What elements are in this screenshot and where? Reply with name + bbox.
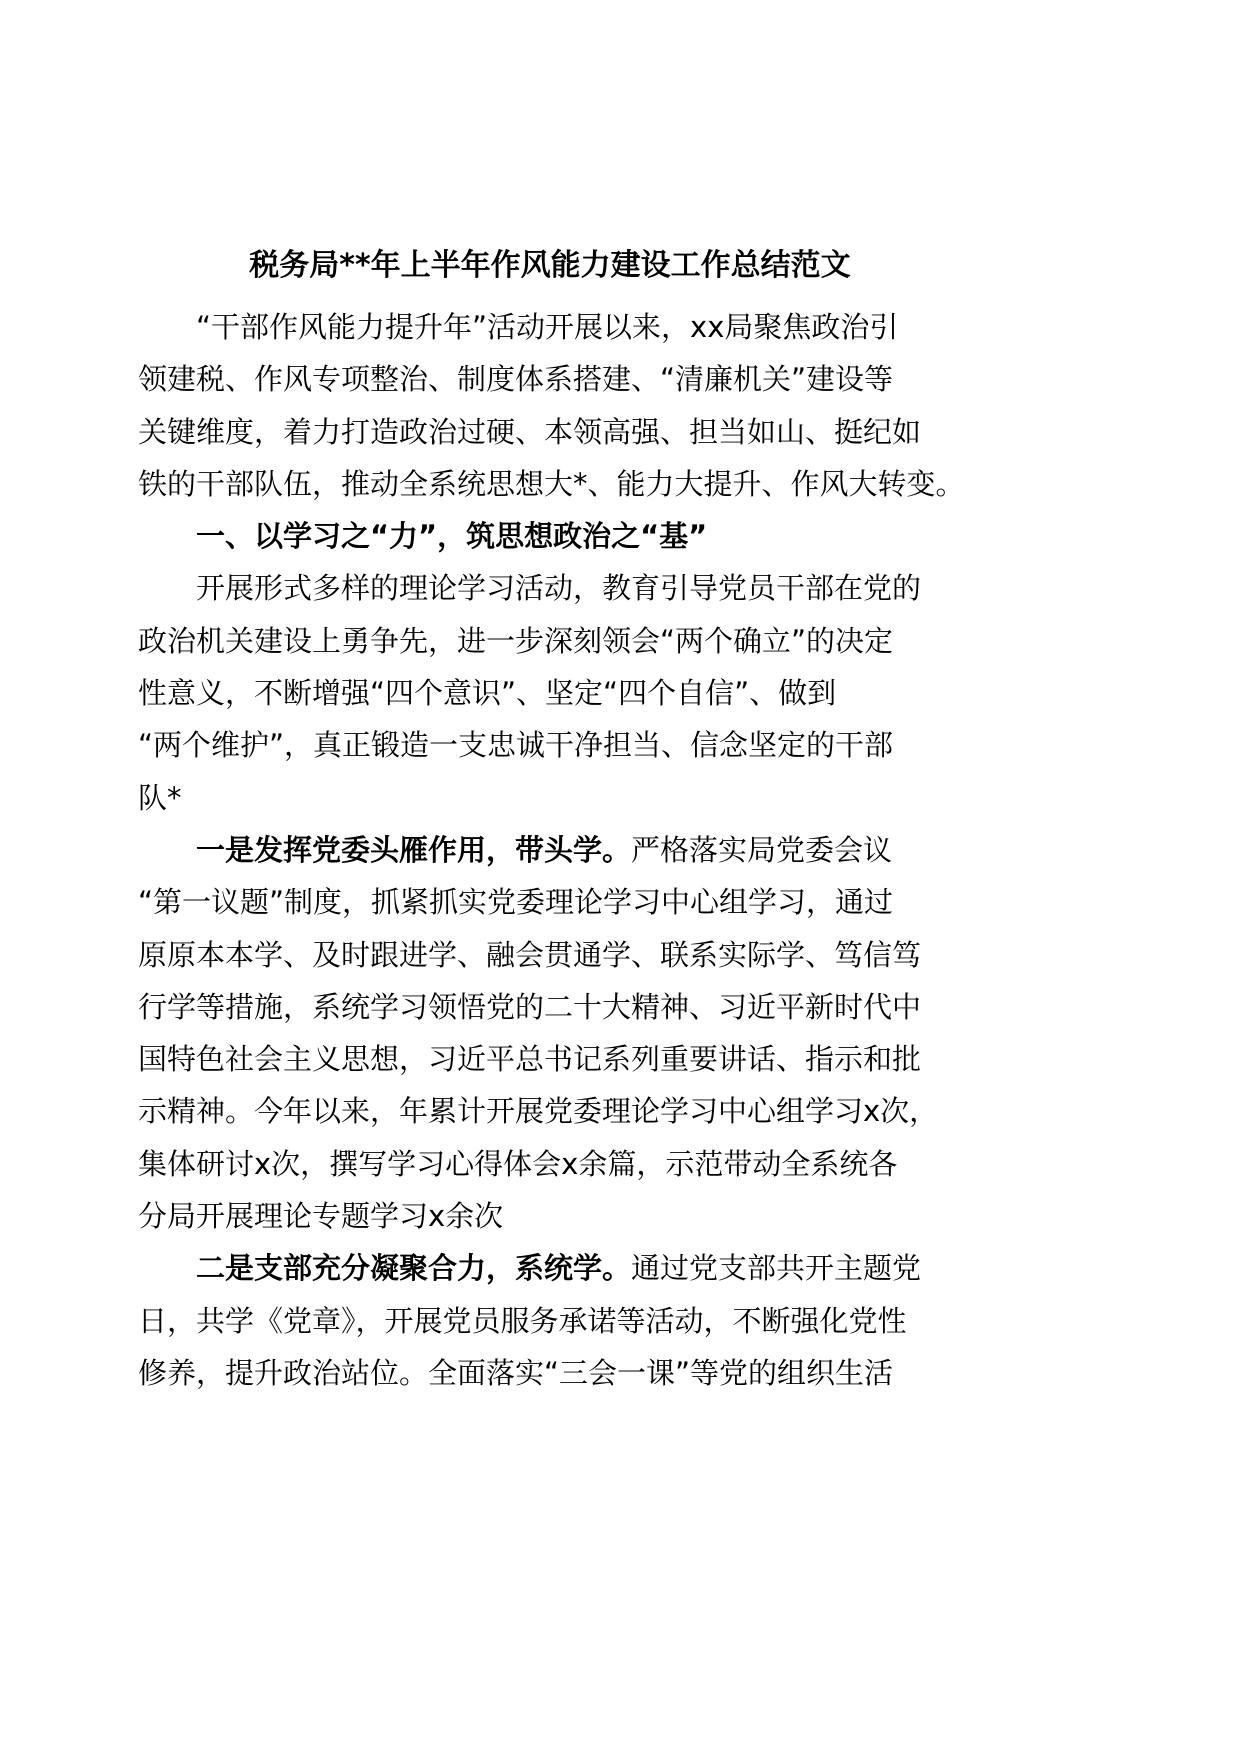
text-line [138, 301, 948, 353]
line-text: “干部作风能力提升年”活动开展以来，xx局聚焦政治引 [196, 310, 899, 344]
line-text: 开展形式多样的理论学习活动，教育引导党员干部在党的 [196, 571, 922, 606]
line-text: 行学等措施，系统学习领悟党的二十大精神、习近平新时代中 [138, 989, 922, 1024]
line-text: 分局开展理论专题学习x余次 [138, 1199, 504, 1234]
line-text: 国特色社会主义思想，习近平总书记系列重要讲话、指示和批 [138, 1042, 922, 1077]
line-text: “第一议题”制度，抓紧抓实党委理论学习中心组学习，通过 [138, 885, 894, 920]
line-text: 集体研讨x次，撰写学习心得体会x余篇，示范带动全系统各 [138, 1146, 898, 1181]
text-line [138, 458, 965, 510]
line-text: 队* [138, 780, 182, 815]
line-text: 通过党支部共开主题党 [631, 1251, 922, 1286]
line-text: “两个维护”，真正锻造一支忠诚干净担当、信念坚定的干部 [138, 728, 894, 763]
text-line [138, 1138, 948, 1190]
text-line [138, 824, 948, 876]
text-line [138, 876, 948, 928]
line-text: 性意义，不断增强“四个意识”、坚定“四个自信”、做到 [138, 676, 837, 711]
text-line [138, 1033, 948, 1085]
document-body [138, 301, 965, 1399]
line-text: 政治机关建设上勇争先，进一步深刻领会“两个确立”的决定 [138, 623, 894, 658]
text-line [138, 562, 948, 614]
line-text: 关键维度，着力打造政治过硬、本领高强、担当如山、挺纪如 [138, 414, 922, 449]
text-line [138, 1242, 948, 1294]
line-text: 严格落实局党委会议 [631, 832, 893, 867]
line-text: 领建税、作风专项整治、制度体系搭建、“清廉机关”建设等 [138, 362, 894, 397]
line-text: 原原本本学、及时跟进学、融会贯通学、联系实际学、笃信笃 [138, 937, 922, 972]
line-text: 修养，提升政治站位。全面落实“三会一课”等党的组织生活 [138, 1355, 894, 1390]
text-line [138, 929, 948, 981]
text-line [138, 772, 948, 824]
text-line [138, 1190, 948, 1242]
text-line [138, 1085, 948, 1137]
text-line [138, 353, 948, 405]
text-line [138, 719, 948, 771]
line-text: 日，共学《党章》，开展党员服务承诺等活动，不断强化党性 [138, 1303, 907, 1338]
section-heading [138, 510, 948, 562]
text-line [138, 1295, 948, 1347]
line-text: 铁的干部队伍，推动全系统思想大*、能力大提升、作风大转变。 [138, 466, 965, 501]
document-title: 税务局**年上半年作风能力建设工作总结范文 [249, 248, 851, 283]
text-line [138, 406, 948, 458]
text-line [138, 1347, 948, 1399]
text-line [138, 615, 948, 667]
line-text: 示精神。今年以来，年累计开展党委理论学习中心组学习x次， [138, 1094, 939, 1129]
text-line [138, 667, 948, 719]
text-line [138, 981, 948, 1033]
bold-lead: 二是支部充分凝聚合力，系统学。 [196, 1251, 632, 1286]
bold-lead: 一、以学习之“力”，筑思想政治之“基” [196, 519, 708, 554]
bold-lead: 一是发挥党委头雁作用，带头学。 [196, 832, 632, 867]
